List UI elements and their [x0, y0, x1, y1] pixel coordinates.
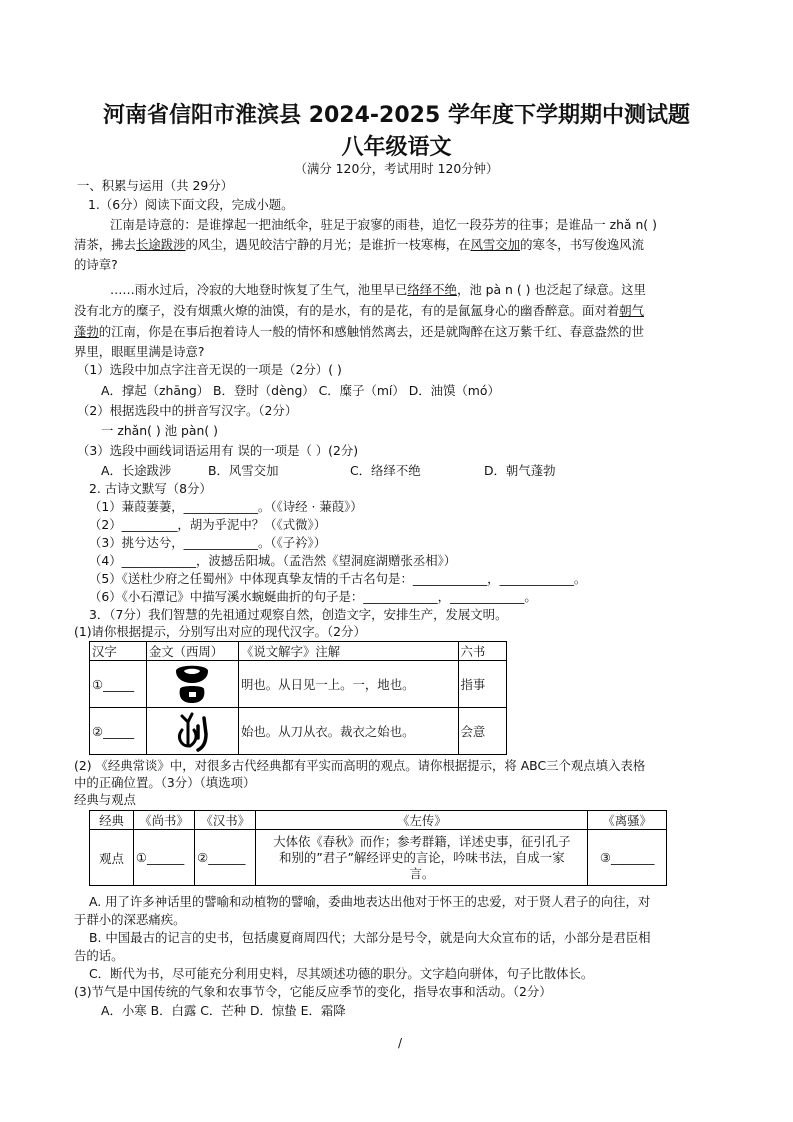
page-title: 河南省信阳市淮滨县 2024-2025 学年度下学期期中测试题	[103, 103, 690, 128]
exam-info: （满分 120分，考试用时 120分钟）	[294, 161, 499, 176]
question-1-label: 1.（6分）阅读下面文段，完成小题。	[88, 197, 294, 212]
table-header: 经典	[90, 811, 134, 830]
poem-line: （1）蒹葭萋萋，____________。（《诗经 · 蒹葭》）	[89, 499, 363, 514]
option-a: A. 用了许多神话里的譬喻和动植物的譬喻，委曲地表达出他对于怀王的忠爱，对于贤人君子的向往，对	[89, 894, 651, 909]
option-a: 于群小的深恶痛疾。	[74, 912, 186, 927]
classics-table	[89, 810, 667, 886]
table-header: 《尚书》	[133, 811, 194, 830]
poem-line: （4）____________，波撼岳阳城。（孟浩然《望洞庭湖赠张丞相》）	[89, 553, 457, 568]
table-header: 《左传》	[256, 811, 588, 830]
subquestion-options: A．小寒 B．白露 C．芒种 D．惊蛰 E．霜降	[101, 1003, 346, 1018]
subquestion: (3)节气是中国传统的气象和农事节令，它能反应季节的变化，指导农事和活动。（2分）	[74, 984, 552, 999]
table-cell: ②_____	[90, 708, 147, 755]
answer-cell: ③_______	[588, 830, 667, 886]
option-b: B．风雪交加	[208, 463, 279, 478]
option-c: C．断代为书，尽可能充分利用史料，尽其颂述功德的职分。文字趋向骈体，句子比散体长。	[89, 966, 594, 981]
table-caption: 经典与观点	[74, 792, 136, 807]
option-b: B. 中国最古的记言的史书，包括虞夏商周四代；大部分是号令，就是向大众宣布的话，小部分是君臣相	[89, 930, 651, 945]
table-header: 六书	[458, 642, 506, 661]
table-header: 《说文解字》注解	[239, 642, 459, 661]
option-d: D．朝气蓬勃	[484, 463, 556, 478]
table-cell: 明也。从日见一上。一，地也。	[239, 661, 459, 708]
table-row	[90, 661, 507, 708]
table-row	[90, 708, 507, 755]
passage-line: 界里，眼眶里满是诗意?	[74, 344, 205, 359]
bronze-glyph-cell	[146, 661, 238, 708]
table-header: 汉字	[90, 642, 147, 661]
option-b: 告的话。	[74, 948, 124, 963]
bronze-inscription-chu-glyph	[170, 710, 214, 752]
table-header: 金文（西周）	[146, 642, 238, 661]
table-cell: 始也。从刀从衣。裁衣之始也。	[239, 708, 459, 755]
subquestion: （2）根据选段中的拼音写汉字。（2分）	[77, 403, 298, 418]
subquestion: （3）选段中画线词语运用有 误的一项是（ ）(2分)	[77, 443, 359, 458]
table-row	[90, 830, 667, 886]
table-cell: 观点	[90, 830, 134, 886]
passage-line: ……雨水过后，冷寂的大地登时恢复了生气，池里早已络绎不绝，池 pà n ( ) 也泛起了绿意。这里	[110, 282, 646, 297]
passage-line: 没有北方的糜子，没有烟熏火燎的油馍，有的是水，有的是花，有的是氤氲身心的幽香醉意。面对着朝气	[74, 303, 644, 318]
table-header: 《汉书》	[195, 811, 256, 830]
bronze-glyph-cell	[146, 708, 238, 755]
character-table	[89, 641, 507, 755]
answer-cell: ②______	[195, 830, 256, 886]
table-cell: 指事	[458, 661, 506, 708]
table-cell: 会意	[458, 708, 506, 755]
answer-cell: ①______	[133, 830, 194, 886]
bronze-inscription-dan-glyph	[170, 663, 214, 705]
section-heading: 一、积累与运用（共 29分）	[77, 178, 234, 193]
poem-line: （2）_________，胡为乎泥中？（《式微》）	[89, 517, 327, 532]
option-a: A．长途跋涉	[101, 463, 172, 478]
answer-blanks: 一 zhǎn( ) 池 pàn( )	[101, 423, 218, 438]
page-subtitle-grade: 八年级语文	[341, 135, 452, 160]
passage-line: 蓬勃的江南，你是在事后抱着诗人一般的情怀和感触悄然离去，还是就陶醉在这万紫千红、春意盎然的世	[74, 324, 644, 339]
passage-line: 的诗章?	[74, 257, 118, 272]
question-3-label: 3．（7分）我们智慧的先祖通过观察自然，创造文字，安排生产，发展文明。	[89, 607, 508, 622]
poem-line: （3）挑兮达兮，____________。（《子衿》）	[89, 535, 327, 550]
poem-line: （5）《送杜少府之任蜀州》中体现真挚友情的千古名句是：____________，____________。	[89, 571, 587, 586]
table-header: 《离骚》	[588, 811, 667, 830]
passage-line: 清茶，拂去长途跋涉的风尘，遇见皎洁宁静的月光；是谁折一枝寒梅，在风雪交加的寒冬，书写俊逸风流	[74, 237, 644, 252]
subquestion: (1)请你根据提示，分别写出对应的现代汉字。（2分）	[74, 624, 366, 639]
question-2-label: 2. 古诗文默写（8分）	[89, 481, 212, 496]
subquestion-options: A．撑起（zhāng） B．登时（dèng） C．糜子（mí） D．油馍（mó）	[101, 383, 500, 398]
table-cell: ①_____	[90, 661, 147, 708]
page-mark: /	[398, 1036, 403, 1050]
subquestion: （1）选段中加点字注音无误的一项是（2分）( )	[77, 362, 342, 377]
table-cell: 大体依《春秋》而作；参考群籍，详述史事，征引孔子 和别的”君子”解经评史的言论，吟味书法，自成一家 言。	[256, 830, 588, 886]
passage-line: 江南是诗意的：是谁撑起一把油纸伞，驻足于寂寥的雨巷，追忆一段芬芳的往事；是谁品一 zhǎ n( )	[110, 217, 657, 232]
option-c: C．络绎不绝	[350, 463, 421, 478]
subquestion: 中的正确位置。（3分）（填选项）	[74, 775, 256, 790]
poem-line: （6）《小石潭记》中描写溪水蜿蜒曲折的句子是：____________，____________。	[89, 589, 537, 604]
subquestion: (2) 《经典常谈》中，对很多古代经典都有平实而高明的观点。请你根据提示，将 ABC三个观点填入表格	[74, 758, 646, 773]
